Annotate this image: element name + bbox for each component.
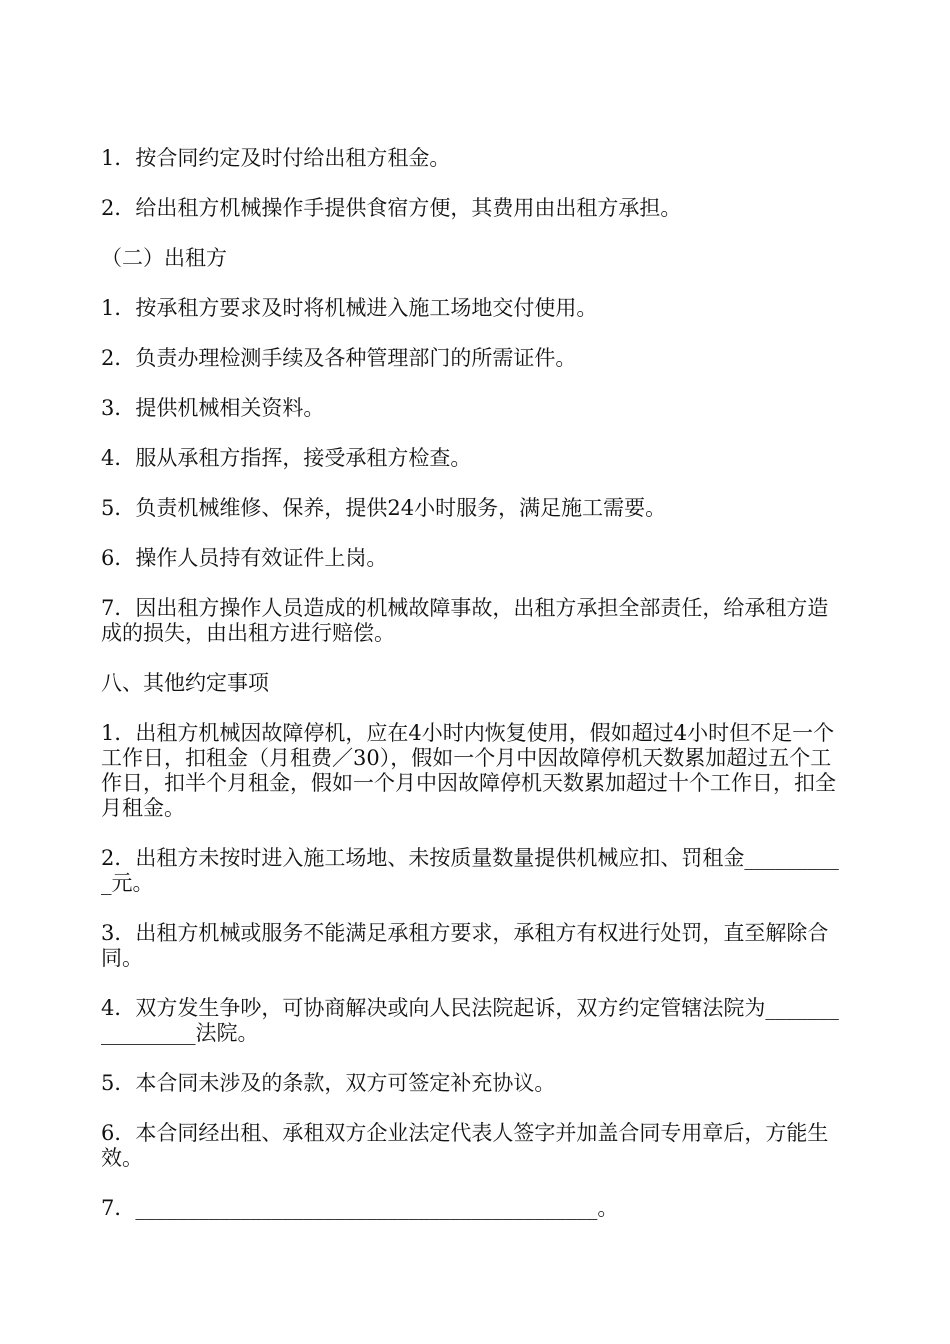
clause-lessor-maintenance: 5．负责机械维修、保养，提供24小时服务，满足施工需要。 [101,496,667,520]
clause-renter-lodging: 2．给出租方机械操作手提供食宿方便，其费用由出租方承担。 [101,196,682,220]
clause-service-failure: 3．出租方机械或服务不能满足承租方要求，承租方有权进行处罚，直至解除合同。 [101,921,829,970]
section-heading-other-matters: 八、其他约定事项 [101,671,269,695]
section-heading-lessor: （二）出租方 [101,246,227,270]
clause-effectiveness: 6．本合同经出租、承租双方企业法定代表人签字并加盖合同专用章后，方能生效。 [101,1121,829,1170]
clause-supplementary-agreement: 5．本合同未涉及的条款，双方可签定补充协议。 [101,1071,556,1095]
clause-lessor-delivery: 1．按承租方要求及时将机械进入施工场地交付使用。 [101,296,598,320]
clause-lessor-materials: 3．提供机械相关资料。 [101,396,325,420]
clause-breakdown-deduction: 1．出租方机械因故障停机，应在4小时内恢复使用，假如超过4小时但不足一个工作日，扣租金（月租费／30），假如一个月中因故障停机天数累加超过五个工作日，扣半个月租金，假如一个月中因故障停机天数累加超过十个工作日，扣全月租金。 [101,721,836,820]
clause-renter-payment: 1．按合同约定及时付给出租方租金。 [101,146,451,170]
clause-lessor-operators: 6．操作人员持有效证件上岗。 [101,546,388,570]
clause-lessor-obey: 4．服从承租方指挥，接受承租方检查。 [101,446,472,470]
clause-late-entry-penalty: 2．出租方未按时进入施工场地、未按质量数量提供机械应扣、罚租金__________元。 [101,846,839,895]
clause-lessor-certificates: 2．负责办理检测手续及各种管理部门的所需证件。 [101,346,577,370]
document-body [101,146,849,1246]
clause-dispute-resolution: 4．双方发生争吵，可协商解决或向人民法院起诉，双方约定管辖法院为________________法院。 [101,996,839,1045]
clause-lessor-liability: 7．因出租方操作人员造成的机械故障事故，出租方承担全部责任，给承租方造成的损失，由出租方进行赔偿。 [101,596,829,645]
clause-blank-seven: 7．____________________________________________。 [101,1196,619,1220]
